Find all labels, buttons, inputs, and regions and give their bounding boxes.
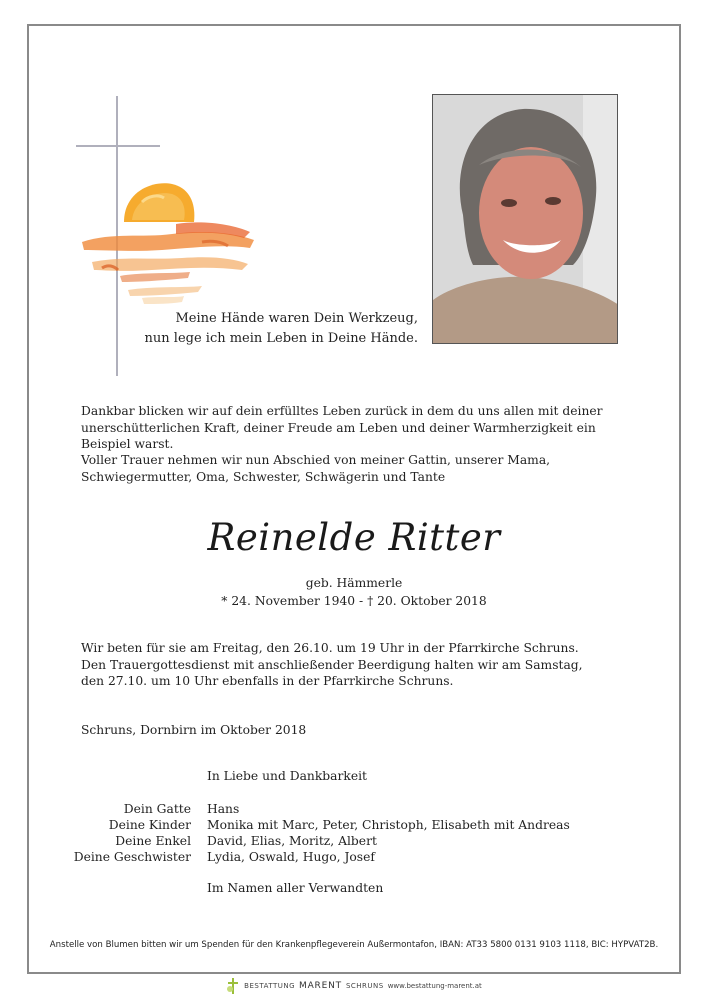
sunset-watercolor-icon	[82, 183, 254, 304]
quote-line-2: nun lege ich mein Leben in Deine Hände.	[144, 331, 418, 346]
family-label: Deine Enkel	[115, 834, 191, 848]
cross-logo-icon	[226, 978, 240, 994]
family-row	[0, 801, 708, 817]
service-line-3: den 27.10. um 10 Uhr ebenfalls in der Pfarrkirche Schruns.	[81, 674, 454, 688]
family-label: Dein Gatte	[123, 802, 191, 816]
family-value: Lydia, Oswald, Hugo, Josef	[207, 850, 375, 864]
gratitude-paragraph: Dankbar blicken wir auf dein erfülltes Leben zurück in dem du uns allen mit deiner unerschütterlichen Kraft, deiner Freude am Leben und deiner Warmherzigkeit ein Beispiel warst.	[81, 404, 603, 451]
life-dates: * 24. November 1940 - † 20. Oktober 2018	[221, 594, 487, 608]
service-line-2: Den Trauergottesdienst mit anschließender Beerdigung halten wir am Samstag,	[81, 657, 583, 672]
family-value: David, Elias, Moritz, Albert	[207, 834, 377, 848]
service-line-1: Wir beten für sie am Freitag, den 26.10. um 19 Uhr in der Pfarrkirche Schruns.	[81, 641, 579, 655]
family-row	[0, 833, 708, 849]
quote	[145, 309, 418, 349]
family-label: Deine Kinder	[108, 818, 191, 832]
service-announcement	[81, 640, 641, 690]
relatives-line: Im Namen aller Verwandten	[207, 881, 384, 895]
quote-line-1: Meine Hände waren Dein Werkzeug,	[175, 311, 418, 326]
donation-note: Anstelle von Blumen bitten wir um Spenden für den Krankenpflegeverein Außermontafon, IBAN: AT33 5800 0131 9103 1118, BIC: HYPVAT2B.	[49, 940, 659, 950]
portrait-photo	[432, 94, 618, 344]
footer-town: SCHRUNS	[345, 982, 384, 990]
family-row	[0, 849, 708, 865]
family-value: Monika mit Marc, Peter, Christoph, Elisabeth mit Andreas	[207, 818, 570, 832]
portrait-image	[433, 95, 618, 344]
footer-name: MARENT	[299, 981, 342, 991]
family-row	[0, 817, 708, 833]
footer-brand: BESTATTUNG	[244, 982, 296, 990]
footer-url[interactable]: www.bestattung-marent.at	[387, 982, 482, 990]
cross-horizontal-bar	[76, 145, 160, 147]
footer	[0, 977, 708, 995]
deceased-name: Reinelde Ritter	[207, 516, 501, 559]
cross-vertical-bar	[116, 96, 118, 376]
family-value: Hans	[207, 802, 240, 816]
love-line: In Liebe und Dankbarkeit	[207, 769, 367, 783]
maiden-name: geb. Hämmerle	[305, 576, 403, 590]
family-label: Deine Geschwister	[73, 850, 191, 864]
family-list	[0, 801, 708, 865]
farewell-paragraph: Voller Trauer nehmen wir nun Abschied von meiner Gattin, unserer Mama, Schwiegermutter, Oma, Schwester, Schwägerin und Tante	[81, 453, 551, 484]
place-date: Schruns, Dornbirn im Oktober 2018	[81, 723, 307, 737]
